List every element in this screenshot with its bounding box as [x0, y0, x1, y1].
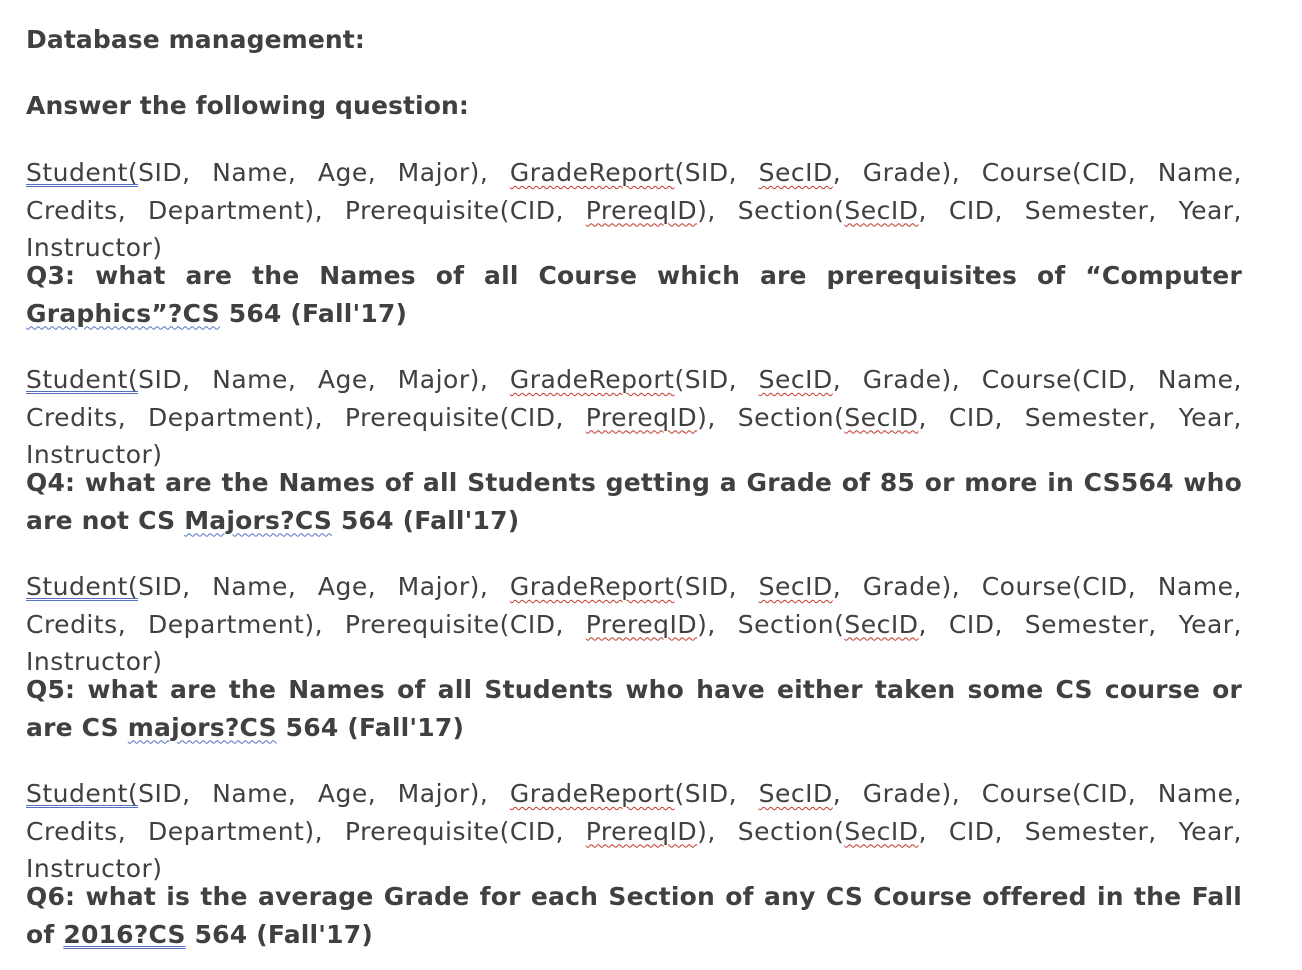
- schema-section-secid: SecID: [844, 402, 919, 432]
- question-q4: Q4: what are the Names of all Students getting a Grade of 85 or more in CS564 who are not CS Majors?CS 564 (Fall'17): [26, 468, 1242, 535]
- schema-secid: SecID: [758, 779, 833, 808]
- schema-secid: SecID: [758, 365, 833, 394]
- schema-gradereport: GradeReport: [509, 365, 675, 394]
- question-q3: Q3: what are the Names of all Course which are prerequisites of “Computer Graphics”?CS 564 (Fall'17): [26, 261, 1242, 328]
- schema-prereqid: PrereqID: [585, 402, 698, 432]
- schema-prereqid: PrereqID: [585, 816, 698, 846]
- schema-gradereport: GradeReport: [509, 572, 675, 601]
- schema-student: Student(: [26, 779, 139, 808]
- schema-student: Student(: [26, 572, 139, 601]
- document-title: Database management:: [26, 25, 365, 54]
- question-q5: Q5: what are the Names of all Students who have either taken some CS course or are CS majors?CS 564 (Fall'17): [26, 675, 1242, 742]
- schema-student: Student(: [26, 158, 139, 187]
- flagged-text: Majors?CS: [184, 505, 333, 535]
- schema-prereqid: PrereqID: [585, 609, 698, 639]
- flagged-text: 2016?CS: [63, 919, 186, 949]
- schema-gradereport: GradeReport: [509, 158, 675, 187]
- schema-gradereport: GradeReport: [509, 779, 675, 808]
- schema-prereqid: PrereqID: [585, 195, 698, 225]
- schema-student: Student(: [26, 365, 139, 394]
- schema-paragraph: Student(SID, Name, Age, Major), GradeReport(SID, SecID, Grade), Course(CID, Name, Credits, Department), Prerequisite(CID, PrereqID), Section(SecID, CID, Semester, Year, Instructor): [26, 365, 1242, 469]
- instruction-text: Answer the following question:: [26, 91, 469, 120]
- schema-paragraph: Student(SID, Name, Age, Major), GradeReport(SID, SecID, Grade), Course(CID, Name, Credits, Department), Prerequisite(CID, PrereqID), Section(SecID, CID, Semester, Year, Instructor): [26, 779, 1242, 883]
- schema-secid: SecID: [758, 158, 833, 187]
- schema-section-secid: SecID: [844, 816, 919, 846]
- schema-section-secid: SecID: [844, 195, 919, 225]
- schema-paragraph: Student(SID, Name, Age, Major), GradeReport(SID, SecID, Grade), Course(CID, Name, Credits, Department), Prerequisite(CID, PrereqID), Section(SecID, CID, Semester, Year, Instructor): [26, 158, 1242, 262]
- schema-section-secid: SecID: [844, 609, 919, 639]
- question-q6: Q6: what is the average Grade for each Section of any CS Course offered in the Fall of 2016?CS 564 (Fall'17): [26, 882, 1242, 949]
- flagged-text: Graphics”?CS: [26, 298, 220, 328]
- schema-secid: SecID: [758, 572, 833, 601]
- flagged-text: majors?CS: [127, 712, 277, 742]
- schema-paragraph: Student(SID, Name, Age, Major), GradeReport(SID, SecID, Grade), Course(CID, Name, Credits, Department), Prerequisite(CID, PrereqID), Section(SecID, CID, Semester, Year, Instructor): [26, 572, 1242, 676]
